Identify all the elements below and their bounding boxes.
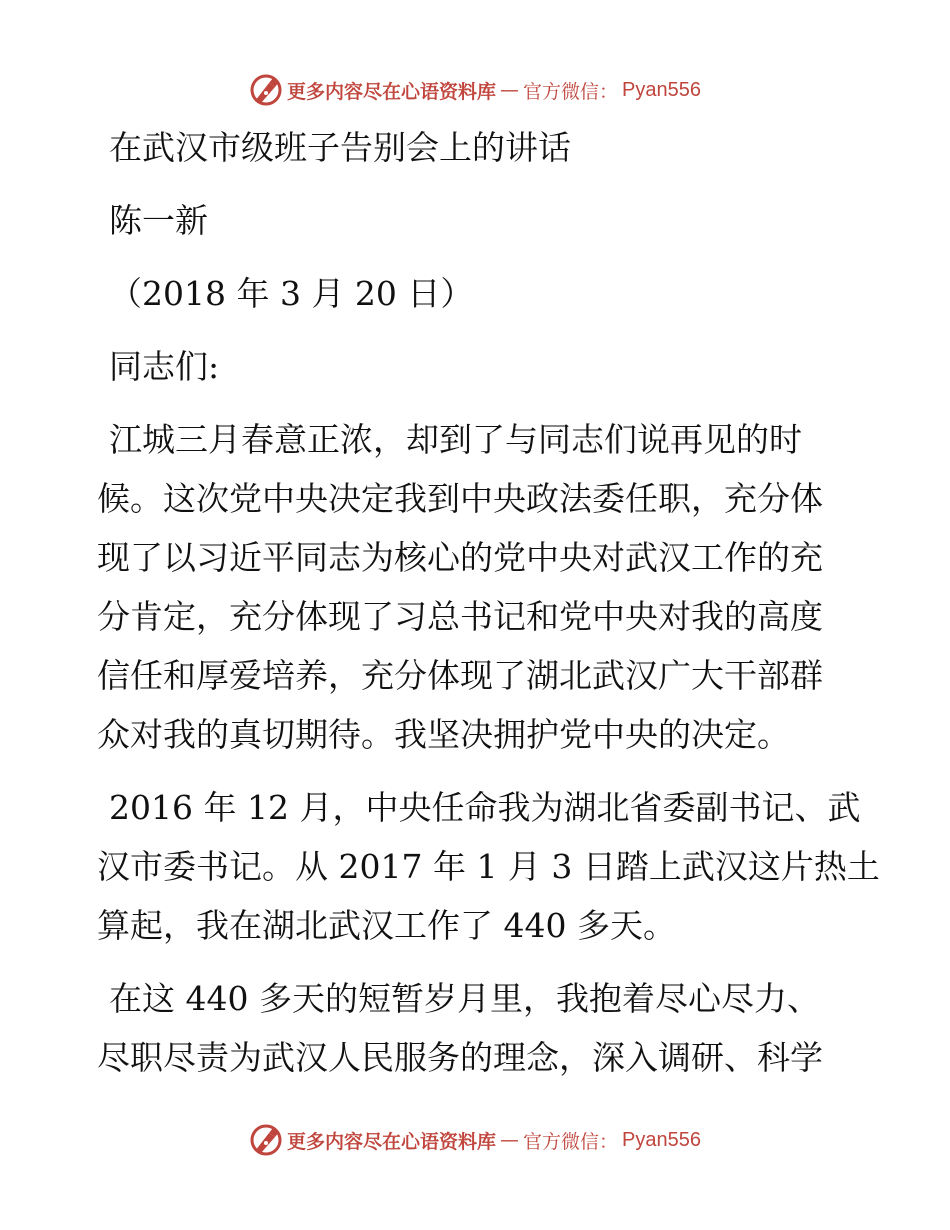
pen-nib-logo-icon bbox=[249, 1123, 283, 1157]
paragraph-line: 尽职尽责为武汉人民服务的理念，深入调研、科学 bbox=[97, 1038, 823, 1077]
paragraph-line: 分肯定，充分体现了习总书记和党中央对我的高度 bbox=[97, 597, 823, 636]
paragraph-1 bbox=[97, 410, 857, 764]
paragraph-2 bbox=[97, 778, 880, 955]
paragraph-3 bbox=[97, 969, 857, 1087]
paragraph-line: 现了以习近平同志为核心的党中央对武汉工作的充 bbox=[97, 538, 823, 577]
banner-separator: — bbox=[500, 1129, 520, 1151]
document-salutation: 同志们: bbox=[109, 347, 220, 386]
banner-slogan: 更多内容尽在心语资料库 bbox=[287, 1130, 497, 1153]
paragraph-line: 江城三月春意正浓，却到了与同志们说再见的时 bbox=[109, 420, 802, 459]
paragraph-line: 汉市委书记。从 2017 年 1 月 3 日踏上武汉这片热土 bbox=[97, 847, 880, 886]
pen-nib-logo-icon bbox=[249, 73, 283, 107]
banner-wechat-id: Pyan556 bbox=[622, 1128, 701, 1151]
banner-wechat-id: Pyan556 bbox=[622, 78, 701, 101]
document-author: 陈一新 bbox=[109, 201, 208, 240]
document-title: 在武汉市级班子告别会上的讲话 bbox=[109, 128, 571, 167]
banner-slogan: 更多内容尽在心语资料库 bbox=[287, 80, 497, 103]
paragraph-line: 算起，我在湖北武汉工作了 440 多天。 bbox=[97, 906, 676, 945]
paragraph-line: 候。这次党中央决定我到中央政法委任职，充分体 bbox=[97, 479, 823, 518]
banner-wechat-label: 官方微信： bbox=[523, 80, 619, 103]
footer-banner bbox=[0, 1120, 950, 1160]
header-banner bbox=[0, 70, 950, 110]
document-body bbox=[97, 118, 880, 1101]
paragraph-line: 众对我的真切期待。我坚决拥护党中央的决定。 bbox=[97, 715, 790, 754]
paragraph-line: 2016 年 12 月，中央任命我为湖北省委副书记、武 bbox=[109, 788, 861, 827]
banner-separator: — bbox=[500, 79, 520, 101]
paragraph-line: 在这 440 多天的短暂岁月里，我抱着尽心尽力、 bbox=[109, 979, 820, 1018]
banner-wechat-label: 官方微信： bbox=[523, 1130, 619, 1153]
paragraph-line: 信任和厚爱培养，充分体现了湖北武汉广大干部群 bbox=[97, 656, 823, 695]
document-date: （2018 年 3 月 20 日） bbox=[109, 274, 474, 313]
